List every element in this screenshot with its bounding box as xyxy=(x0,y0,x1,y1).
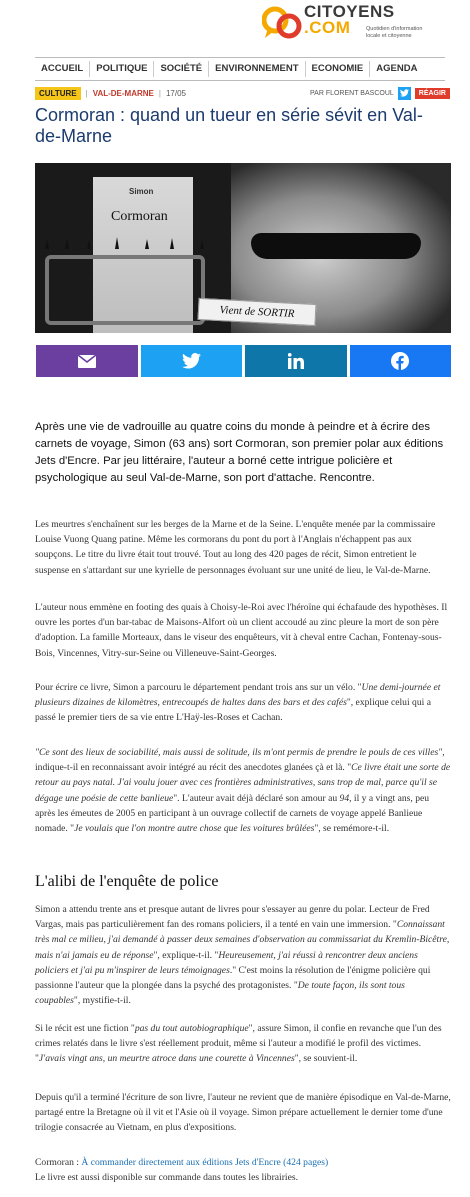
paragraph-text: ", explique celui qui a passé le premier tiers de sa vie entre L'Haÿ-les-Roses et Cachan. xyxy=(35,697,431,724)
article-author: PAR FLORENT BASCOUL xyxy=(310,89,394,97)
paragraph-text: Si le récit est une fiction " xyxy=(35,1023,135,1034)
paragraph-text: ". L'auteur avait déjà déclaré son amour au xyxy=(173,792,340,804)
speech-bubbles-icon xyxy=(262,6,302,42)
paragraph-text: ." C'est moins la résolution de l'énigme policière qui passionne l'auteur que la plongée dans la psyché des protagonistes. " xyxy=(35,964,431,992)
logo-line2: .COM xyxy=(304,18,351,37)
quote-text: Une demi-journée et plusieurs dizaines de kilomètres, entrecoupés de haltes dans des bars et des cafés xyxy=(35,682,441,709)
category-badge[interactable]: CULTURE xyxy=(35,87,81,100)
paragraph-text: ", explique-t-il. " xyxy=(153,949,219,961)
meta-separator: | xyxy=(158,88,161,98)
order-paragraph xyxy=(35,1155,451,1170)
linkedin-icon xyxy=(288,353,304,369)
article-meta xyxy=(35,86,450,100)
book-cover-author: Simon xyxy=(129,187,154,196)
article-paragraph xyxy=(35,680,451,726)
quote-text: Heureusement, j'ai réussi à rencontrer deux anciens policiers et j'ai pu m'inspirer de leurs témoignages xyxy=(35,949,418,976)
chair-frame xyxy=(45,255,205,325)
article-paragraph: Le livre est aussi disponible sur commande dans toutes les librairies. xyxy=(35,1172,298,1183)
share-bar xyxy=(36,345,451,377)
main-nav xyxy=(35,57,445,81)
quote-text: De toute façon, ils sont tous coupables xyxy=(35,980,405,1007)
share-facebook-button[interactable] xyxy=(350,345,452,377)
order-link[interactable]: À commander directement aux éditions Jets d'Encre (424 pages) xyxy=(81,1157,329,1168)
quote-text: Ce livre était une sorte de retour au pays natal. J'ai voulu jouer avec ces frontières administratives, sans trop de mal, parce qu'il se dégage une poésie de cette banlieue xyxy=(35,762,451,804)
email-icon xyxy=(78,355,96,368)
nav-item-economie[interactable]: ECONOMIE xyxy=(306,61,371,77)
article-paragraph: Les meurtres s'enchaînent sur les berges de la Marne et de la Seine. L'enquête menée par la commissaire Louise Vuong Quang patine. Même les cormorans du pont du port à l'Anglais n'échappent pas aux soupçons. Le titre du livre était tout trouvé. Tout au long des 420 pages de récit, Simon entretient le suspense en s'attardant sur une kyrielle de personnages évoluant sur une unité de lieu, le Val-de-Marne. xyxy=(35,519,436,576)
sunglasses xyxy=(251,233,421,259)
nav-item-environnement[interactable]: ENVIRONNEMENT xyxy=(209,61,305,77)
nav-item-politique[interactable]: POLITIQUE xyxy=(90,61,154,77)
paragraph-text: ", assure Simon, il confie en revanche que l'un des crimes relatés dans le livre s'est réellement produit, même si l'auteur a modifié le profil des victimes. " xyxy=(35,1023,442,1065)
article-paragraph xyxy=(35,745,451,836)
share-twitter-button[interactable] xyxy=(141,345,243,377)
section-subtitle: L'alibi de l'enquête de police xyxy=(35,873,219,890)
article-lead: Après une vie de vadrouille au quatre coins du monde à peindre et à écrire des carnets de voyage, Simon (63 ans) sort Cormoran, son premier polar aux éditions Jets d'Encre. Par jeu littéraire, l'auteur a borné cette intrigue policière et psychologique au seul Val-de-Marne, son port d'attache. Rencontre. xyxy=(35,421,444,484)
paragraph-text: ", se souvient-il. xyxy=(294,1053,358,1065)
article-paragraph xyxy=(35,1021,451,1067)
quote-text: "Ce sont des lieux de sociabilité, mais aussi de solitude, ils m'ont permis de prendre le pouls de ces villes" xyxy=(35,747,443,758)
paragraph-text: ", se remémore-t-il. xyxy=(314,823,390,835)
nav-item-societe[interactable]: SOCIÉTÉ xyxy=(154,61,209,77)
twitter-icon xyxy=(182,353,201,369)
cormorant-birds-icon xyxy=(35,235,235,249)
order-label: Cormoran : xyxy=(35,1157,82,1168)
quote-text: 94 xyxy=(339,792,350,804)
quote-text: pas du tout autobiographique xyxy=(134,1023,249,1034)
article-paragraph xyxy=(35,902,451,1008)
article-date: 17/05 xyxy=(165,88,186,98)
paragraph-text: , il y a vingt ans, peu après les émeutes de 2005 en participant à un ouvrage collectif de carnets de voyage appelé Banlieue nomade. " xyxy=(35,792,430,835)
quote-text: Connaissant très mal ce milieu, j'ai demandé à passer deux semaines d'observation au commissariat du Kremlin-Bicêtre, mais n'ai jamais eu de réponse xyxy=(35,919,450,961)
logo-line1: CITOYENS xyxy=(304,2,395,21)
facebook-icon xyxy=(391,352,409,370)
share-email-button[interactable] xyxy=(36,345,138,377)
paragraph-text: ", mystifie-t-il. xyxy=(73,995,131,1007)
quote-text: Je voulais que l'on montre autre chose que les voitures brûlées xyxy=(74,823,315,835)
site-logo[interactable] xyxy=(262,4,452,48)
quote-text: J'avais vingt ans, un meurtre atroce dans une courette à Vincennes xyxy=(38,1053,295,1065)
meta-separator: | xyxy=(85,88,88,98)
react-button[interactable]: RÉAGIR xyxy=(415,88,450,99)
article-paragraph: Depuis qu'il a terminé l'écriture de son livre, l'auteur ne revient que de manière épisodique en Val-de-Marne, partagé entre la Bretagne où il vit et l'Asie où il voyage. Simon prépare actuellement le dernier tome d'une trilogie consacrée au Vietnam, en plus d'expositions. xyxy=(35,1092,451,1134)
share-linkedin-button[interactable] xyxy=(245,345,347,377)
article-paragraph: L'auteur nous emmène en footing des quais à Choisy-le-Roi avec l'héroïne qui échafaude des hypothèses. Il ouvre les portes d'un bar-tabac de Maisons-Alfort où un client accoudé au zinc pleure la mort de son père d'adoption. La famille Morteaux, dans le viseur des enquêteurs, vit à cheval entre Cachan, Fontenay-sous-Bois, Vincennes, Vitry-sur-Seine ou Villeneuve-Saint-Georges. xyxy=(35,602,448,659)
book-cover-title: Cormoran xyxy=(111,209,168,224)
paragraph-text: , indique-t-il en reconnaissant avoir intégré au récit des anecdotes glanées çà et là. " xyxy=(35,747,445,774)
logo-tagline: Quotidien d'information locale et citoyenne xyxy=(366,26,423,39)
nav-item-agenda[interactable]: AGENDA xyxy=(376,63,418,74)
paragraph-text: Simon a attendu trente ans et presque autant de livres pour s'essayer au genre du polar. Lecteur de Fred Vargas, mais pas particulièrement fan des romans policiers, il a tenté en vain une immersion. " xyxy=(35,904,430,931)
hero-image xyxy=(35,163,451,333)
paragraph-text: Pour écrire ce livre, Simon a parcouru le département pendant trois ans sur un vélo. " xyxy=(35,682,362,693)
new-release-sticker: Vient de SORTIR xyxy=(198,298,317,326)
nav-item-accueil[interactable]: ACCUEIL xyxy=(35,61,90,77)
location-link[interactable]: VAL-DE-MARNE xyxy=(92,88,154,98)
author-twitter-icon[interactable] xyxy=(398,87,411,100)
article-title: Cormoran : quand un tueur en série sévit en Val-de-Marne xyxy=(35,105,423,146)
